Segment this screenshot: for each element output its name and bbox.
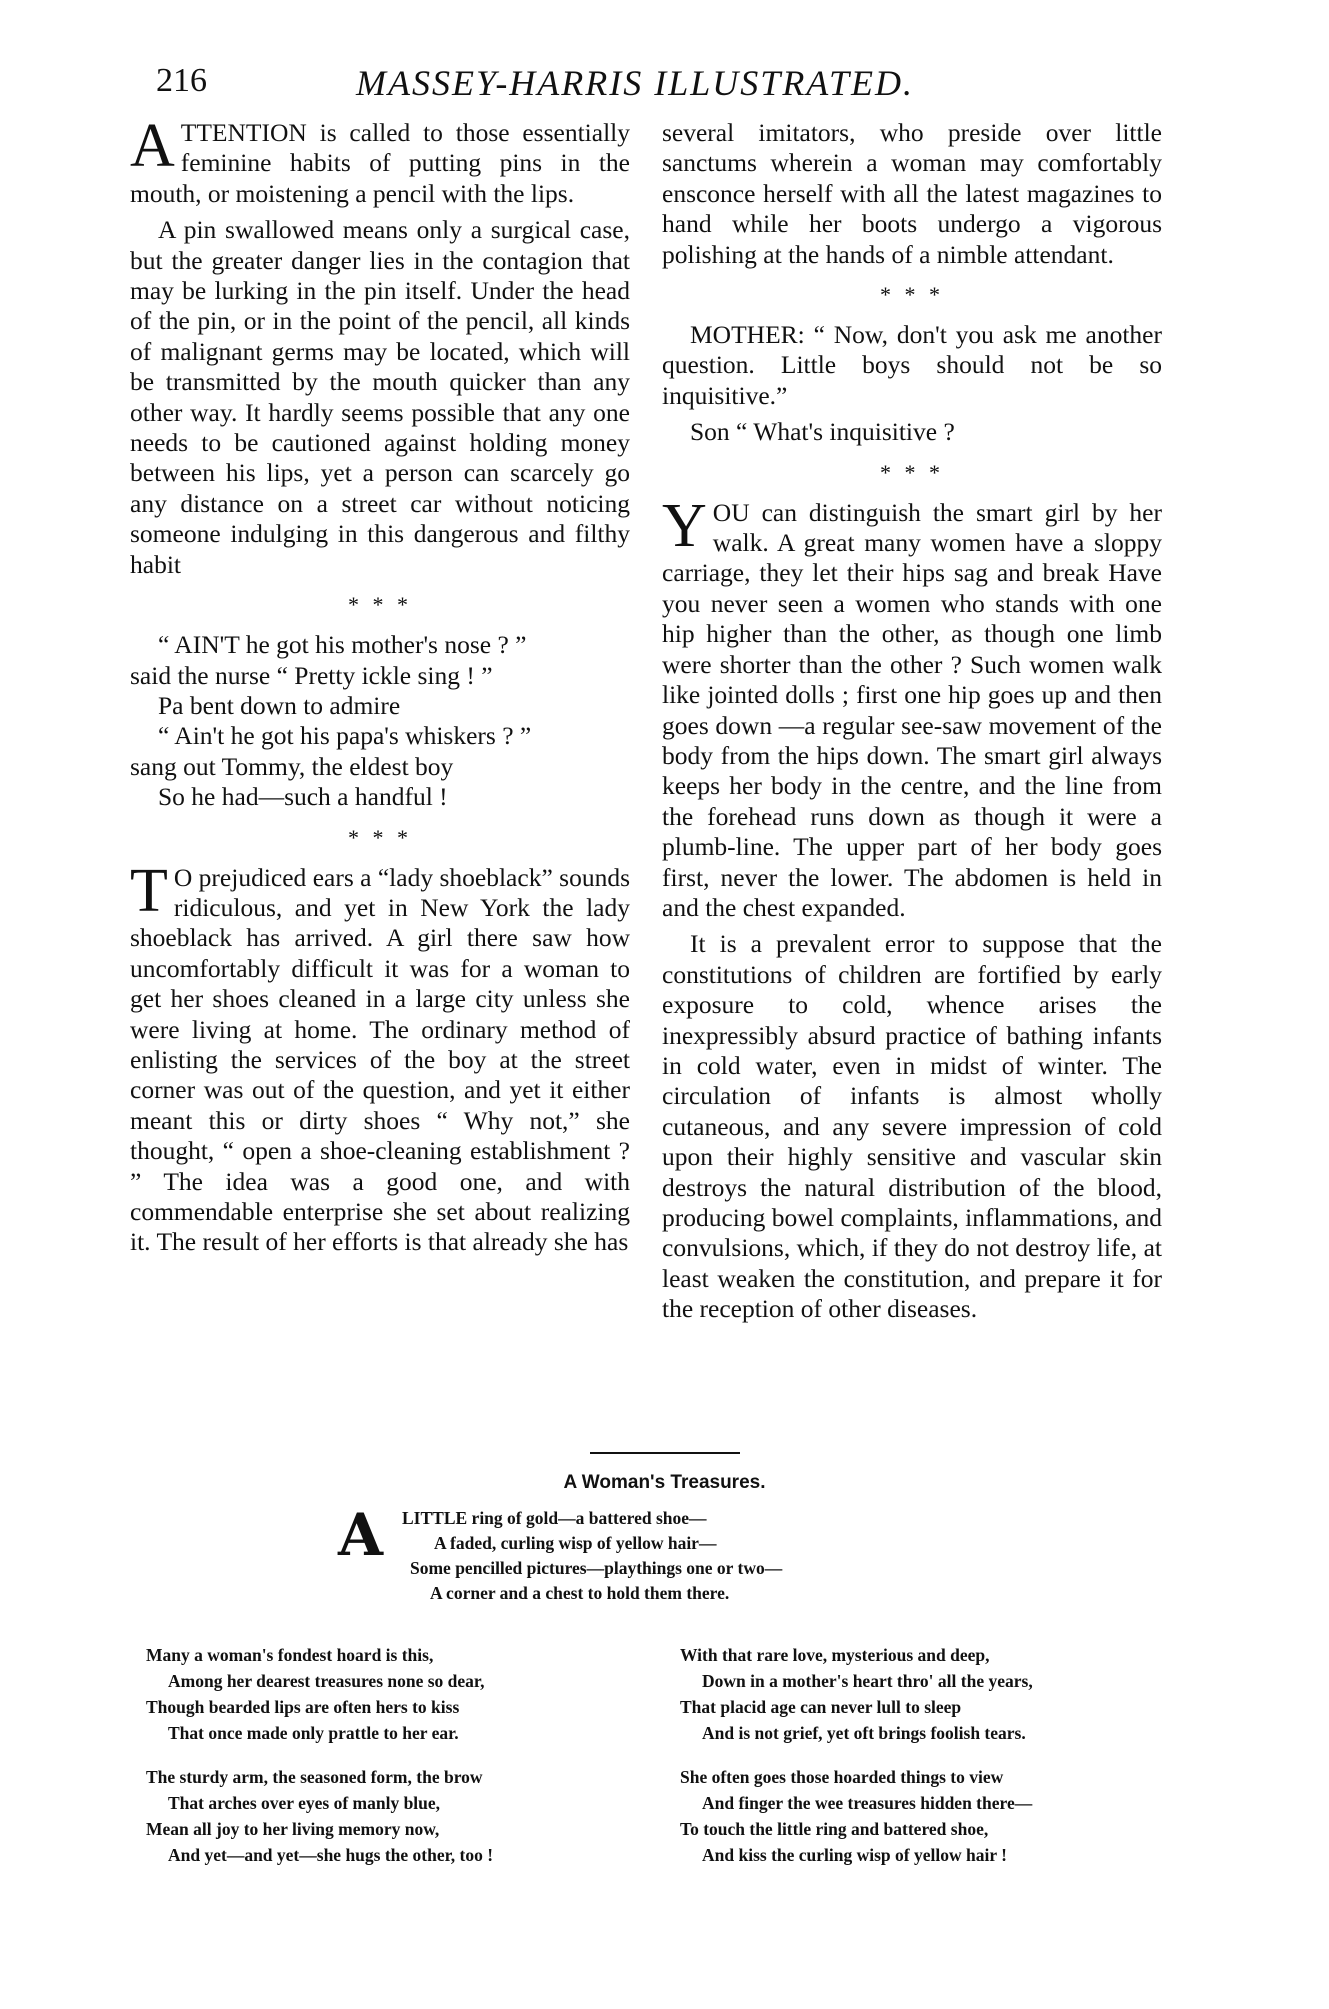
- mother-text: : “ Now, don't you ask me another question. Little boys should not be so inquisitive.”: [662, 320, 1162, 410]
- poem-stanza-2: [680, 1642, 1033, 1746]
- poem-stanza-1: [146, 1642, 484, 1746]
- right-column: [662, 118, 1162, 1331]
- left-column: [130, 112, 630, 1264]
- poem-line: That once made only prattle to her ear.: [168, 1723, 459, 1743]
- article-shoeblack-continued: several imitators, who preside over little sanctums wherein a woman may comfortably ensconce herself with all the latest magazines to hand while her boots undergo a vigorous polishing at the hands of a nimble attendant.: [662, 118, 1162, 269]
- drop-cap: T: [130, 856, 168, 925]
- page-header: [156, 62, 1206, 112]
- poem-line: LITTLE ring of gold—a battered shoe—: [402, 1508, 707, 1528]
- section-divider-stars: * * *: [880, 282, 944, 308]
- page-number: 216: [156, 62, 207, 99]
- son-line: Son “ What's inquisitive ?: [690, 417, 955, 447]
- poem-line: That arches over eyes of manly blue,: [168, 1793, 441, 1813]
- article-pins-text: TTENTION is called to those essentially feminine habits of putting pins in the mouth, or moistening a pencil with the lips.: [130, 118, 630, 208]
- poem-line: Some pencilled pictures—playthings one or two—: [410, 1558, 783, 1578]
- poem-line: With that rare love, mysterious and deep,: [680, 1645, 990, 1665]
- poem-line: A corner and a chest to hold them there.: [430, 1583, 730, 1603]
- section-divider-stars: * * *: [348, 592, 412, 618]
- poem-line: She often goes those hoarded things to view: [680, 1767, 1004, 1787]
- divider-rule: [590, 1452, 740, 1454]
- anecdote-line: “ Ain't he got his papa's whiskers ? ”: [158, 721, 532, 751]
- drop-cap: A: [130, 112, 175, 180]
- article-shoeblack-text: O prejudiced ears a “lady shoeblack” sounds ridiculous, and yet in New York the lady shoeblack has arrived. A girl there saw how uncomfortably difficult it was for a woman to get her shoes cleaned in a large city unless she were living at home. The ordinary method of enlisting the services of the boy at the street corner was out of the question, and yet it either meant this or dirty shoes “ Why not,” she thought, “ open a shoe-cleaning establishment ? ” The idea was a good one, and with commendable enterprise she set about realizing it. The result of her efforts is that already she has: [130, 862, 630, 1257]
- poem-line: That placid age can never lull to sleep: [680, 1697, 962, 1717]
- article-smart-girl-text: OU can distinguish the smart girl by her walk. A great many women have a sloppy carriage, they let their hips sag and break Have you never seen a women who stands with one hip higher than the other, as though one limb were shorter than the other ? Such women walk like jointed dolls ; first one hip goes up and then goes down —a regular see-saw movement of the body from the hips down. The smart girl always keeps her body in the centre, and the line from the forehead runs down as though it were a plumb-line. The upper part of her body goes first, never the lower. The abdomen is held in and the chest expanded.: [662, 497, 1162, 922]
- poem-line: Down in a mother's heart thro' all the years,: [702, 1671, 1033, 1691]
- poem-line: And yet—and yet—she hugs the other, too !: [168, 1845, 494, 1865]
- section-divider-stars: * * *: [880, 459, 944, 485]
- article-pins: [130, 112, 630, 209]
- anecdote-line: said the nurse “ Pretty ickle sing ! ”: [130, 660, 493, 690]
- running-title: MASSEY-HARRIS ILLUSTRATED.: [356, 63, 914, 103]
- poem-line: A faded, curling wisp of yellow hair—: [434, 1533, 717, 1553]
- poem-line: Though bearded lips are often hers to kiss: [146, 1697, 460, 1717]
- anecdote-line: sang out Tommy, the eldest boy: [130, 751, 454, 781]
- poem-line: Mean all joy to her living memory now,: [146, 1819, 440, 1839]
- article-smart-girl: [662, 491, 1162, 924]
- mother-son-anecdote: [662, 320, 1162, 411]
- poem-line: Among her dearest treasures none so dear,: [168, 1671, 485, 1691]
- poem-line: The sturdy arm, the seasoned form, the brow: [146, 1767, 483, 1787]
- speaker-label: MOTHER: [690, 320, 798, 350]
- poem-drop-cap: A: [338, 1501, 384, 1569]
- article-pins-continued: A pin swallowed means only a surgical case, but the greater danger lies in the contagion that may be lurking in the pin itself. Under the head of the pin, or in the point of the pencil, all kinds of malignant germs may be located, which will be transmitted by the mouth quicker than any other way. It hardly seems possible that any one needs to be cautioned against holding money between his lips, yet a person can scarcely go any distance on a street car without noticing someone indulging in this dangerous and filthy habit: [130, 215, 630, 579]
- poem-line: And kiss the curling wisp of yellow hair !: [702, 1845, 1007, 1865]
- poem-stanza-3: [146, 1764, 493, 1868]
- section-divider-stars: * * *: [348, 824, 412, 850]
- poem-title: A Woman's Treasures.: [563, 1472, 766, 1493]
- poem-line: To touch the little ring and battered shoe,: [680, 1819, 989, 1839]
- poem-intro-stanza: [338, 1501, 1018, 1606]
- anecdote-line: “ AIN'T he got his mother's nose ? ”: [158, 630, 527, 660]
- poem-line: Many a woman's fondest hoard is this,: [146, 1645, 434, 1665]
- poem-line: And is not grief, yet oft brings foolish tears.: [702, 1723, 1026, 1743]
- nurse-anecdote: [130, 630, 630, 812]
- anecdote-line: So he had—such a handful !: [158, 782, 448, 812]
- article-children-cold: It is a prevalent error to suppose that the constitutions of children are fortified by early exposure to cold, whence arises the inexpressibly absurd practice of bathing infants in cold water, even in midst of winter. The circulation of infants is almost wholly cutaneous, and any severe impression of cold upon their highly sensitive and vascular skin destroys the natural distribution of the blood, producing bowel complaints, inflammations, and convulsions, which, if they do not destroy life, at least weaken the constitution, and prepare it for the reception of other diseases.: [662, 929, 1162, 1324]
- drop-cap: Y: [662, 491, 707, 560]
- poem-line: And finger the wee treasures hidden there—: [702, 1793, 1033, 1813]
- article-shoeblack: [130, 856, 630, 1258]
- anecdote-line: Pa bent down to admire: [158, 690, 401, 720]
- poem-stanza-4: [680, 1764, 1032, 1868]
